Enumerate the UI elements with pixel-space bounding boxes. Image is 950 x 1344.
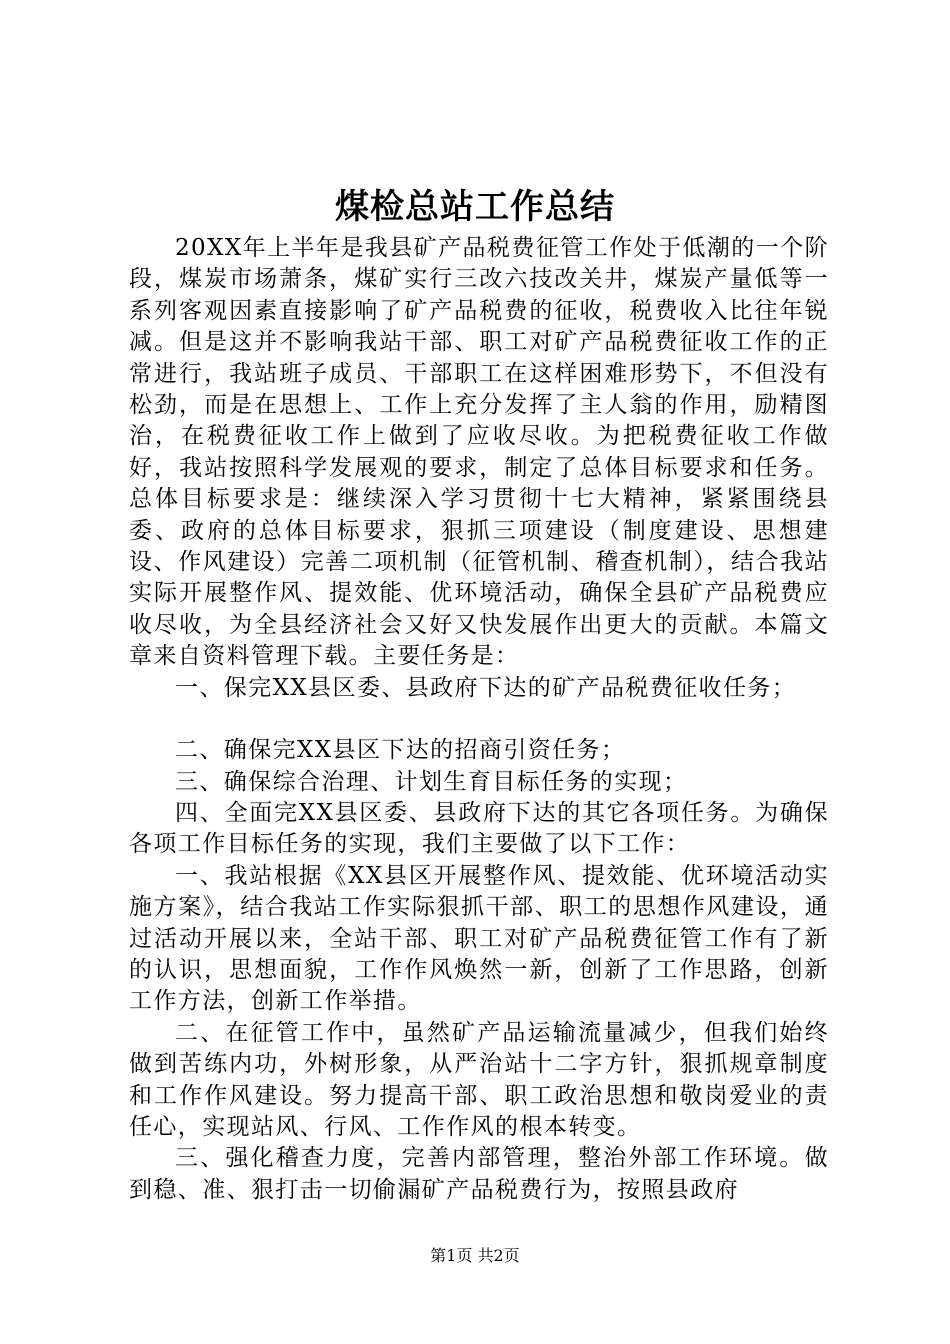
paragraph-task-4: 四、全面完XX县区委、县政府下达的其它各项任务。为确保各项工作目标任务的实现，我们主要做了以下工作： <box>129 799 829 858</box>
paragraph-task-1: 一、保完XX县区委、县政府下达的矿产品税费征收任务； <box>175 674 797 701</box>
paragraph-task-3: 三、确保综合治理、计划生育目标任务的实现； <box>175 768 688 795</box>
document-title: 煤检总站工作总结 <box>335 187 615 227</box>
paragraph-task-2: 二、确保完XX县区下达的招商引资任务； <box>175 737 626 764</box>
document-body <box>129 233 829 1206</box>
page-number-footer: 第1页 共2页 <box>430 1246 520 1265</box>
paragraph-work-1: 一、我站根据《XX县区开展整作风、提效能、优环境活动实施方案》，结合我站工作实际狠抓干部、职工的思想作风建设，通过活动开展以来，全站干部、职工对矿产品税费征管工作有了新的认识，思想面貌，工作作风焕然一新，创新了工作思路，创新工作方法，创新工作举措。 <box>129 862 829 1015</box>
paragraph-intro: 20XX年上半年是我县矿产品税费征管工作处于低潮的一个阶段，煤炭市场萧条，煤矿实行三改六技改关井，煤炭产量低等一系列客观因素直接影响了矿产品税费的征收，税费收入比往年锐减。但是这并不影响我站干部、职工对矿产品税费征收工作的正常进行，我站班子成员、干部职工在这样困难形势下，不但没有松劲，而是在思想上、工作上充分发挥了主人翁的作用，励精图治，在税费征收工作上做到了应收尽收。为把税费征收工作做好，我站按照科学发展观的要求，制定了总体目标要求和任务。总体目标要求是：继续深入学习贯彻十七大精神，紧紧围绕县委、政府的总体目标要求，狠抓三项建设（制度建设、思想建设、作风建设）完善二项机制（征管机制、稽查机制），结合我站实际开展整作风、提效能、优环境活动，确保全县矿产品税费应收尽收，为全县经济社会又好又快发展作出更大的贡献。本篇文章来自资料管理下载。主要任务是： <box>129 235 829 670</box>
paragraph-work-3: 三、强化稽查力度，完善内部管理，整治外部工作环境。做到稳、准、狠打击一切偷漏矿产品税费行为，按照县政府 <box>129 1145 829 1203</box>
paragraph-work-2: 二、在征管工作中，虽然矿产品运输流量减少，但我们始终做到苦练内功，外树形象，从严治站十二字方针，狠抓规章制度和工作作风建设。努力提高干部、职工政治思想和敬岗爱业的责任心，实现站风、行风、工作作风的根本转变。 <box>129 1019 829 1140</box>
